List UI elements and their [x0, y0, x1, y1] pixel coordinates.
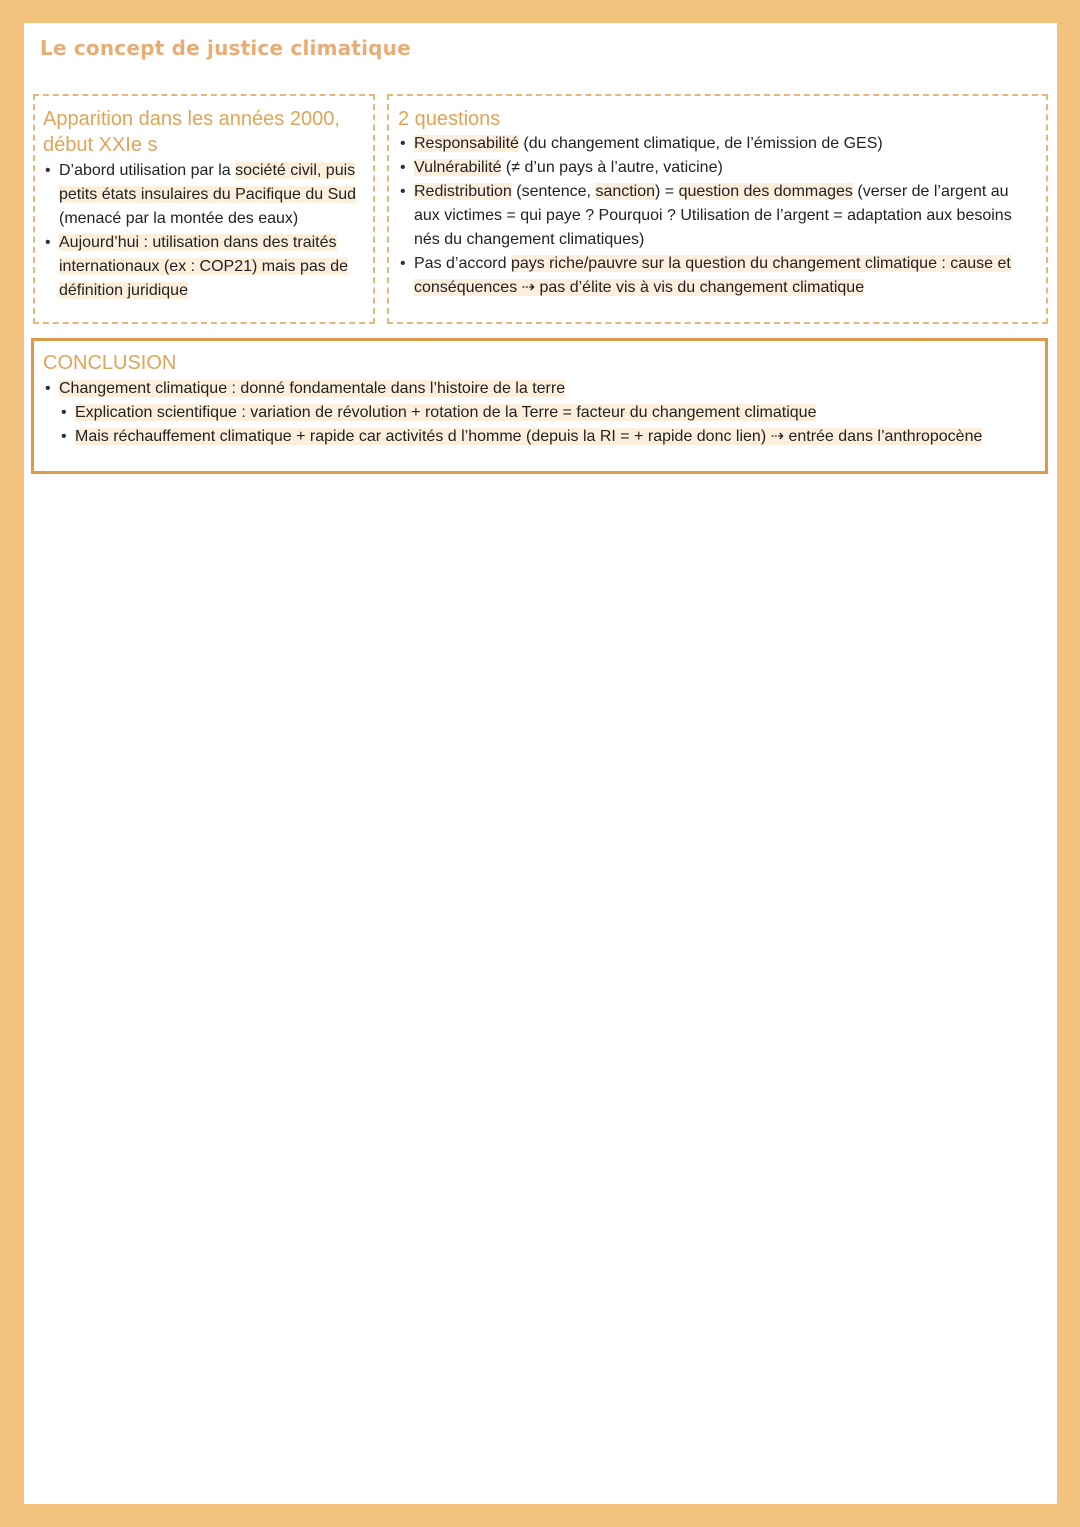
bullet-icon: •	[45, 234, 51, 251]
bullet-icon: •	[400, 255, 406, 272]
list-item: • Responsabilité (du changement climatique, de l’émission de GES)	[414, 132, 1024, 156]
list-item: • Aujourd’hui : utilisation dans des traités internationaux (ex : COP21) mais pas de définition juridique	[59, 231, 363, 303]
page-title: Le concept de justice climatique	[40, 36, 411, 60]
list-item: • Explication scientifique : variation de révolution + rotation de la Terre = facteur du changement climatique	[75, 401, 1039, 425]
questions-box	[387, 94, 1048, 324]
conclusion-heading: CONCLUSION	[43, 352, 177, 374]
bullet-icon: •	[45, 380, 51, 397]
list-item: • Pas d’accord pays riche/pauvre sur la question du changement climatique : cause et conséquences ⇢ pas d’élite vis à vis du changement climatique	[414, 252, 1024, 300]
bullet-icon: •	[45, 162, 51, 179]
origin-list	[45, 159, 363, 303]
questions-heading: 2 questions	[398, 108, 501, 130]
bullet-icon: •	[61, 428, 67, 445]
conclusion-box	[31, 338, 1048, 474]
origin-box	[33, 94, 375, 324]
list-item: • Redistribution (sentence, sanction) = question des dommages (verser de l’argent au aux victimes = qui paye ? Pourquoi ? Utilisation de l’argent = adaptation aux besoins nés du changement climatiques)	[414, 180, 1024, 252]
list-item: • D’abord utilisation par la société civil, puis petits états insulaires du Pacifique du Sud (menacé par la montée des eaux)	[59, 159, 363, 231]
conclusion-sublist	[61, 401, 1039, 449]
list-item: • Vulnérabilité (≠ d’un pays à l’autre, vaticine)	[414, 156, 1024, 180]
bullet-icon: •	[400, 159, 406, 176]
bullet-icon: •	[400, 183, 406, 200]
questions-list	[400, 132, 1024, 300]
conclusion-list	[45, 377, 1039, 449]
bullet-icon: •	[61, 404, 67, 421]
list-item: • Changement climatique : donné fondamentale dans l’histoire de la terre • Explication scientifique : variation de révolution + rotation de la Terre = facteur du changement climatique • Mais réchauffement climatique + rapide car activités d l’homme (depuis la RI = + rapide donc lien) ⇢ entrée dans l’anthropocène	[59, 377, 1039, 449]
bullet-icon: •	[400, 135, 406, 152]
origin-heading: Apparition dans les années 2000, début XXIe s	[43, 108, 340, 156]
list-item: • Mais réchauffement climatique + rapide car activités d l’homme (depuis la RI = + rapide donc lien) ⇢ entrée dans l’anthropocène	[75, 425, 1039, 449]
